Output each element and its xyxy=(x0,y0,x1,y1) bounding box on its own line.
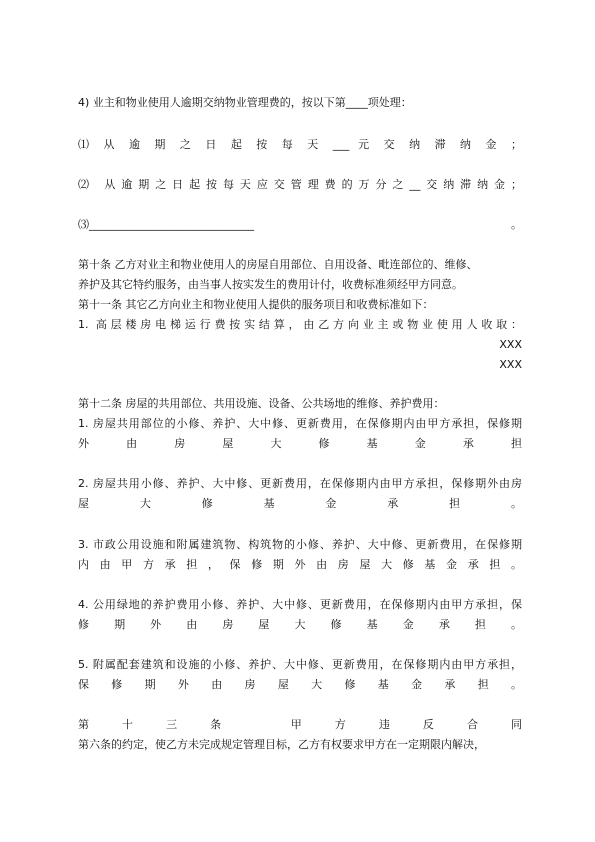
late-fee-option-1: ⑴ 从 逾 期 之 日 起 按 每 天 ___ 元 交 纳 滞 纳 金 ； xyxy=(78,138,522,151)
late-fee-option-3: ⑶______________________________ xyxy=(78,218,254,231)
article-11-heading: 第十一条 其它乙方向业主和物业使用人提供的服务项目和收费标准如下： xyxy=(78,298,434,311)
article-13-heading: 第十三条 甲方违反合同 xyxy=(78,718,522,731)
clause-late-fee-intro: 4) 业主和物业使用人逾期交纳物业管理费的，按以下第____项处理： xyxy=(78,96,412,109)
article-12-item-3-line-1: 3. 市政公用设施和附属建筑物、构筑物的小修、养护、大中修、更新费用，在保修期 xyxy=(78,538,522,551)
article-12-item-3-line-2: 内由甲方承担，保修期外由房屋大修基金承担。 xyxy=(78,558,522,571)
article-12-item-1-line-2: 外由房屋大修基金承担 xyxy=(78,437,522,450)
article-11-item-1: 1. 高层楼房电梯运行费按实结算，由乙方向业主或物业使用人收取： xyxy=(78,318,522,331)
article-12-item-2-line-2: 屋大修基金承担。 xyxy=(78,497,522,510)
article-12-item-5-line-2: 保修期外由房屋大修基金承担。 xyxy=(78,678,522,691)
late-fee-option-3-end: 。 xyxy=(511,218,522,231)
article-12-item-5-line-1: 5. 附属配套建筑和设施的小修、养护、大中修、更新费用，在保修期内由甲方承担， xyxy=(78,658,522,671)
article-12-heading: 第十二条 房屋的共用部位、共用设施、设备、公共场地的维修、养护费用： xyxy=(78,397,445,410)
article-10-line-2: 养护及其它特约服务，由当事人按实发生的费用计付，收费标准须经甲方同意。 xyxy=(78,278,463,291)
late-fee-option-2: ⑵ 从逾期之日起按每天应交管理费的万分之__交纳滞纳金； xyxy=(78,178,522,191)
article-10-line-1: 第十条 乙方对业主和物业使用人的房屋自用部位、自用设备、毗连部位的、维修、 xyxy=(78,258,478,271)
article-12-item-2-line-1: 2. 房屋共用小修、养护、大中修、更新费用，在保修期内由甲方承担，保修期外由房 xyxy=(78,477,522,490)
article-12-item-4-line-2: 修期外由房屋大修基金承担。 xyxy=(78,618,522,631)
article-12-item-1-line-1: 1. 房屋共用部位的小修、养护、大中修、更新费用，在保修期内由甲方承担，保修期 xyxy=(78,417,522,430)
article-12-item-4-line-1: 4. 公用绿地的养护费用小修、养护、大中修、更新费用，在保修期内由甲方承担，保 xyxy=(78,598,522,611)
placeholder-xxx-2: XXX xyxy=(499,358,522,371)
article-13-line-2: 第六条的约定，使乙方未完成规定管理目标，乙方有权要求甲方在一定期限内解决， xyxy=(78,738,485,751)
placeholder-xxx-1: XXX xyxy=(499,338,522,351)
